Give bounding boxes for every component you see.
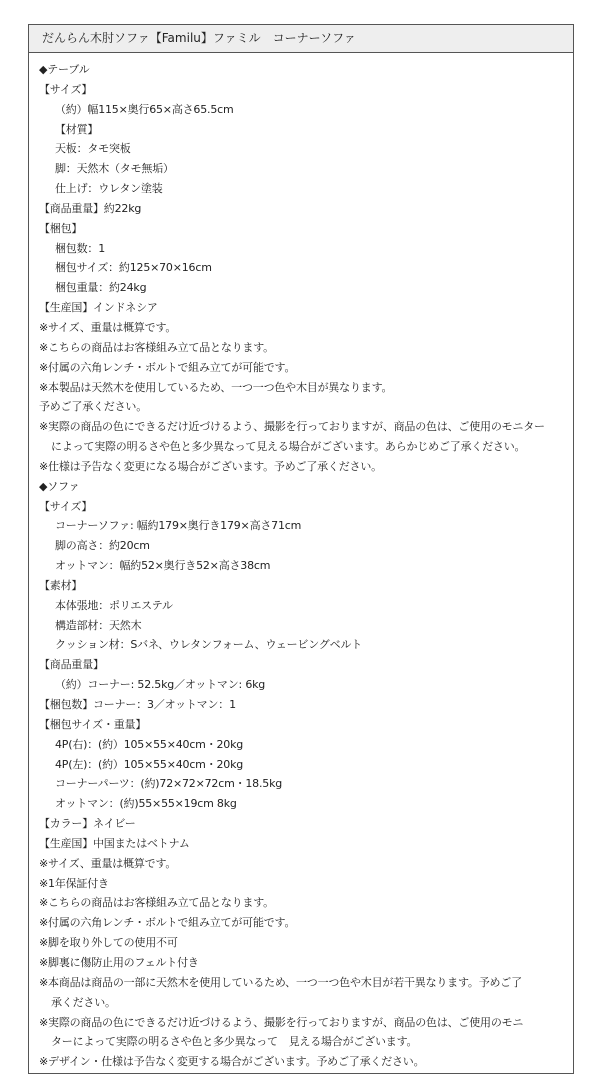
spec-line: コーナーソファ: 幅約179×奥行き179×高さ71cm	[55, 519, 302, 533]
spec-line: 【サイズ】	[39, 82, 93, 96]
product-title: だんらん木肘ソファ【Familu】ファミル コーナーソファ	[42, 31, 356, 45]
spec-line: ◆テーブル	[39, 63, 90, 76]
spec-line: ※実際の商品の色にできるだけ近づけるよう、撮影を行っておりますが、商品の色は、ご使用のモニ	[39, 1015, 524, 1029]
spec-line: によって実際の明るさや色と多少異なって見える場合がございます。あらかじめご了承ください。	[51, 440, 526, 454]
spec-line: 【生産国】インドネシア	[39, 301, 158, 315]
spec-line: クッション材：Sバネ、ウレタンフォーム、ウェービングベルト	[55, 638, 362, 652]
spec-line: ◆ソファ	[39, 479, 80, 493]
spec-line: ※1年保証付き	[39, 876, 109, 890]
spec-line: オットマン：幅約52×奥行き52×高さ38cm	[55, 559, 271, 573]
spec-line: 【サイズ】	[39, 499, 93, 513]
spec-line: ターによって実際の明るさや色と多少異なって 見える場合がございます。	[51, 1035, 418, 1049]
spec-line: 【生産国】中国またはベトナム	[39, 836, 190, 850]
spec-line: ※脚裏に傷防止用のフェルト付き	[39, 955, 199, 969]
spec-line: 【梱包】	[39, 221, 83, 235]
spec-line: 梱包数：1	[55, 241, 105, 255]
spec-line: 本体張地：ポリエステル	[55, 598, 173, 612]
spec-line: ※サイズ、重量は概算です。	[39, 856, 177, 870]
spec-line: ※実際の商品の色にできるだけ近づけるよう、撮影を行っておりますが、商品の色は、ご使用のモニター	[39, 420, 545, 434]
spec-line: 【商品重量】約22kg	[39, 201, 142, 215]
spec-line: 仕上げ：ウレタン塗装	[55, 182, 163, 196]
spec-line: 【カラー】ネイビー	[39, 817, 136, 831]
spec-line: ※付属の六角レンチ・ボルトで組み立てが可能です。	[39, 360, 296, 374]
spec-line: 4P(左)：(約）105×55×40cm・20kg	[55, 757, 244, 771]
spec-line: 4P(右)：(約）105×55×40cm・20kg	[55, 737, 244, 751]
spec-line: コーナーパーツ：(約)72×72×72cm・18.5kg	[55, 777, 283, 791]
spec-line: ※仕様は予告なく変更になる場合がございます。予めご了承ください。	[39, 459, 382, 473]
spec-line: 承ください。	[51, 995, 116, 1009]
spec-line: 【梱包サイズ・重量】	[39, 717, 147, 731]
spec-line: ※本商品は商品の一部に天然木を使用しているため、一つ一つ色や木目が若干異なります。予めご了	[39, 975, 522, 989]
spec-body	[39, 60, 565, 1072]
spec-table	[28, 24, 574, 1074]
spec-line: ※サイズ、重量は概算です。	[39, 320, 177, 334]
spec-line: 梱包重量：約24kg	[55, 281, 147, 295]
spec-line: 【梱包数】コーナー：3／オットマン：1	[39, 698, 236, 711]
spec-line: ※デザイン・仕様は予告なく変更する場合がございます。予めご了承ください。	[39, 1055, 425, 1069]
spec-line: 【材質】	[55, 122, 99, 136]
spec-line: ※付属の六角レンチ・ボルトで組み立てが可能です。	[39, 916, 296, 930]
spec-line: ※こちらの商品はお客様組み立て品となります。	[39, 896, 274, 910]
spec-line: 予めご了承ください。	[39, 400, 147, 414]
spec-line: 天板：タモ突板	[55, 142, 131, 156]
spec-line: ※こちらの商品はお客様組み立て品となります。	[39, 340, 274, 354]
spec-line: 【素材】	[39, 578, 83, 592]
spec-line: 脚の高さ：約20cm	[55, 539, 150, 553]
spec-line: （約）幅115×奥行65×高さ65.5cm	[55, 102, 234, 116]
spec-line: ※脚を取り外しての使用不可	[39, 936, 178, 950]
spec-line: ※本製品は天然木を使用しているため、一つ一つ色や木目が異なります。	[39, 380, 393, 394]
spec-line: 【商品重量】	[39, 658, 104, 672]
spec-header	[29, 25, 573, 53]
spec-line: 梱包サイズ：約125×70×16cm	[55, 261, 212, 275]
spec-line: 脚：天然木（タモ無垢）	[55, 162, 174, 176]
spec-line: オットマン：(約)55×55×19cm 8kg	[55, 797, 237, 811]
spec-line: （約）コーナー: 52.5kg／オットマン: 6kg	[55, 678, 266, 692]
spec-line: 構造部材：天然木	[55, 618, 142, 632]
